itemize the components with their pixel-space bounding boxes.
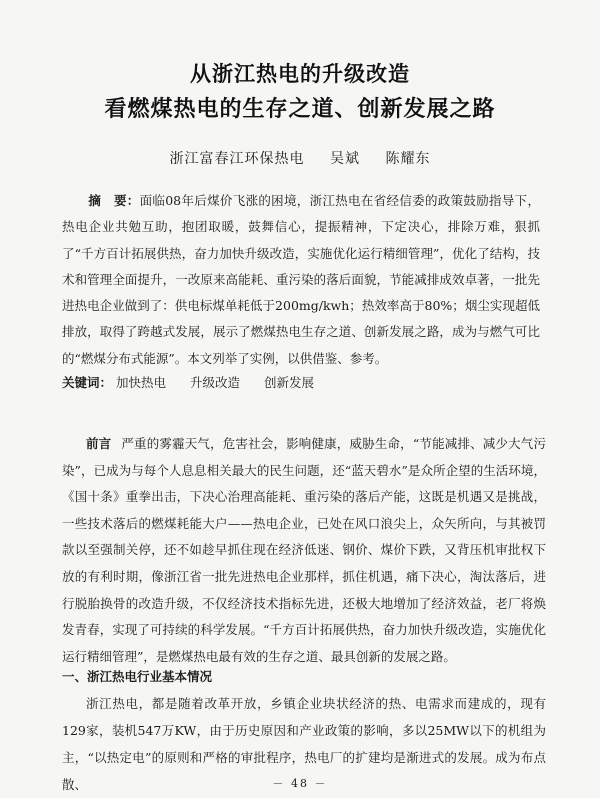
keywords	[62, 373, 540, 391]
author-name-1: 吴斌	[330, 151, 360, 167]
abstract	[62, 188, 540, 372]
abstract-text: 面临08年后煤价飞涨的困境，浙江热电在省经信委的政策鼓励指导下，热电企业共勉互助，抱团取暖，鼓舞信心，提振精神，下定决心，排除万难，狠抓了“千方百计拓展供热，奋力加快升级改造，实施优化运行精细管理”，优化了结构，技术和管理全面提升，一改原来高能耗、重污染的落后面貌，节能减排成效卓著，一批先进热电企业做到了：供电标煤单耗低于200mg/kwh；热效率高于80%；烟尘实现超低排放，取得了跨越式发展，展示了燃煤热电生存之道、创新发展之路，成为与燃气可比的“燃煤分布式能源”。本文列举了实例，以供借鉴、参考。	[62, 193, 540, 366]
keyword-3: 创新发展	[264, 375, 315, 390]
author-name-2: 陈耀东	[385, 151, 431, 167]
section-heading-1: 一、浙江热电行业基本情况	[62, 669, 213, 684]
keyword-2: 升级改造	[190, 375, 241, 390]
page-number: － 48 －	[272, 777, 328, 790]
author-line	[0, 148, 600, 168]
section-1-paragraph: 浙江热电，都是随着改革开放，乡镇企业块状经济的热、电需求而建成的，现有129家，装机547万KW，由于历史原因和产业政策的影响，多以25MW以下的机组为主，“以热定电”的原则和严格的审批程序，热电厂的扩建均是渐进式的发展。成为布点散、	[62, 696, 546, 792]
keyword-1: 加快热电	[116, 375, 167, 390]
title-line-1: 从浙江热电的升级改造	[190, 62, 410, 86]
preface-label: 前言	[86, 436, 112, 451]
preface-text: 严重的雾霾天气，危害社会，影响健康，威胁生命，“节能减排、减少大气污染”，已成为与每个人息息相关最大的民生问题，还“蓝天碧水”是众所企望的生活环境，《国十条》重拳出击，下决心治理高能耗、重污染的落后产能，这既是机遇又是挑战，一些技术落后的燃煤耗能大户——热电企业，已处在风口浪尖上，众矢所向，与其被罚款以至强制关停，还不如趁早抓住现在经济低迷、钢价、煤价下跌，又背压机审批权下放的有利时期，像浙江省一批先进热电企业那样，抓住机遇，痛下决心，淘汰落后，进行脱胎换骨的改造升级，不仅经济技术指标先进，还极大地增加了经济效益，老厂将焕发青春，实现了可持续的科学发展。“千方百计拓展供热，奋力加快升级改造，实施优化运行精细管理”，是燃煤热电最有效的生存之道、最具创新的发展之路。	[62, 436, 546, 664]
title-line-2: 看燃煤热电的生存之道、创新发展之路	[104, 97, 496, 122]
keywords-label: 关键词：	[62, 375, 113, 390]
author-organization: 浙江富春江环保热电	[169, 151, 305, 167]
abstract-label: 摘 要：	[88, 193, 140, 208]
preface-paragraph	[62, 431, 546, 670]
